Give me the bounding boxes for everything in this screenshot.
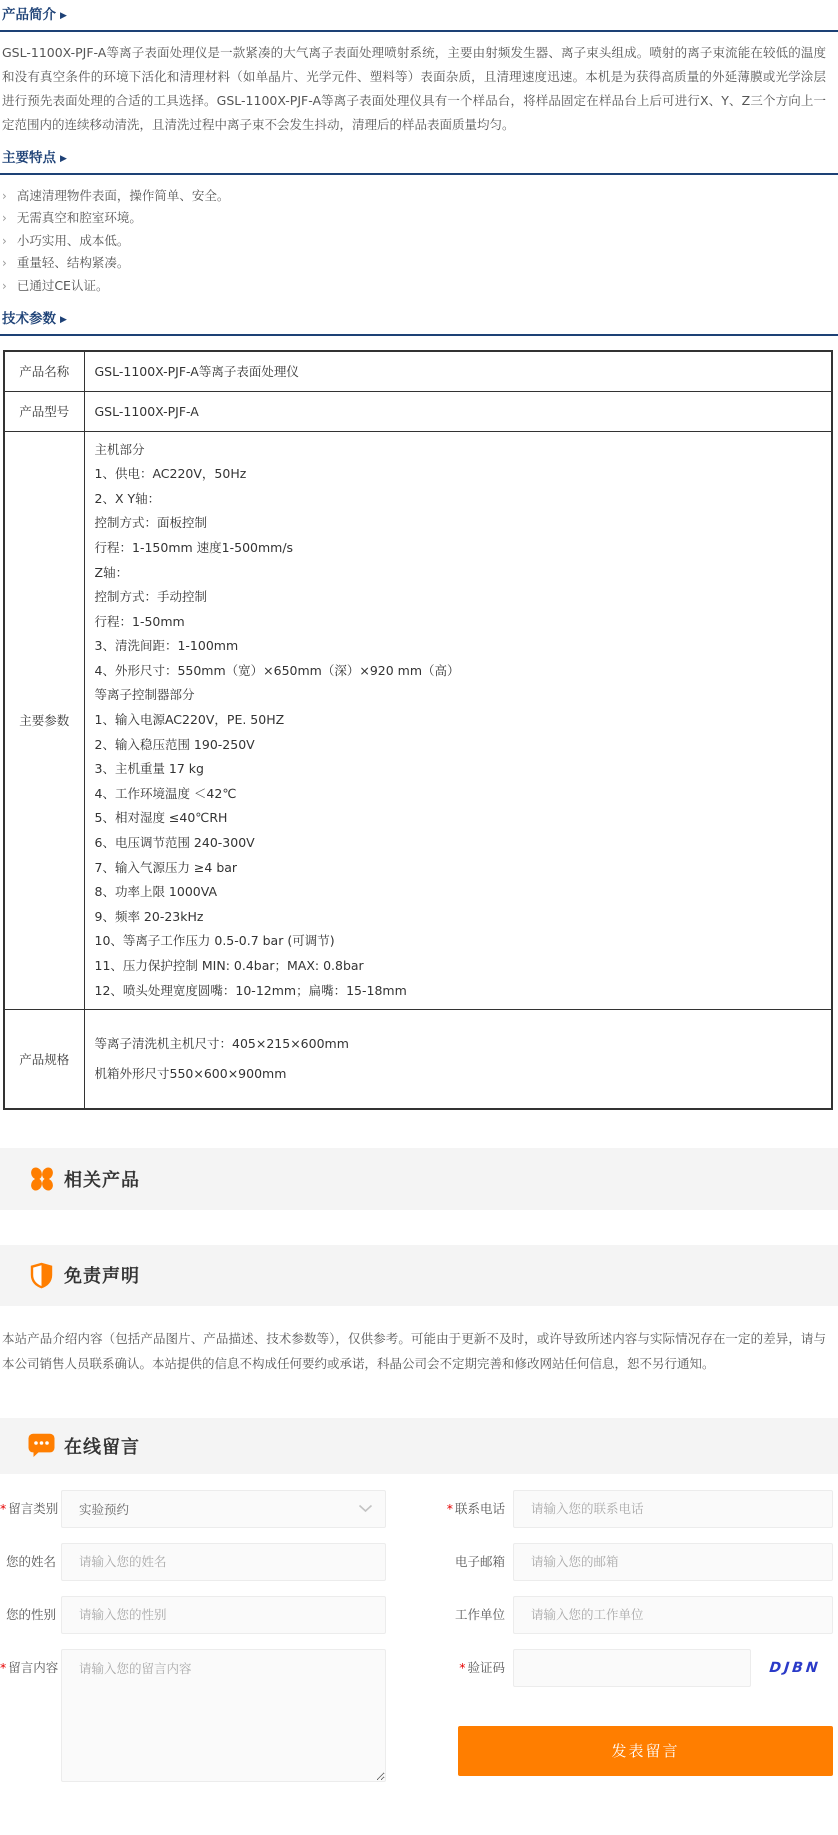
selected-value: 实验预约 — [79, 1501, 130, 1517]
form-row-4 — [0, 1649, 838, 1786]
spec-value — [84, 1010, 832, 1109]
spec-line: GSL-1100X-PJF-A等离子表面处理仪 — [94, 364, 299, 380]
section-divider — [0, 30, 838, 32]
spec-line: 8、功率上限 1000VA — [94, 884, 218, 900]
arrow-right-icon: ▶ — [60, 11, 67, 21]
captcha-label: * 验证码 — [459, 1659, 505, 1675]
spec-line: 11、压力保护控制 MIN: 0.4bar；MAX: 0.8bar — [94, 958, 364, 973]
section-title-features: 主要特点 — [2, 150, 56, 166]
spec-line: 12、喷头处理宽度圆嘴：10-12mm；扁嘴：15-18mm — [94, 982, 407, 998]
spec-line: 2、X Y轴： — [94, 490, 161, 506]
table-row-product-dimensions — [4, 1010, 832, 1109]
form-row-2 — [0, 1543, 838, 1581]
spec-line: 6、电压调节范围 240-300V — [94, 835, 255, 851]
spec-line: 7、输入气源压力 ≥4 bar — [94, 859, 238, 875]
spec-line: 控制方式：面板控制 — [94, 515, 208, 531]
captcha-input[interactable] — [513, 1649, 751, 1687]
related-products-title: 相关产品 — [64, 1169, 140, 1191]
message-form — [0, 1490, 838, 1786]
spec-line: 9、频率 20-23kHz — [94, 908, 204, 924]
table-row-main-parameters — [4, 431, 832, 1010]
table-row-product-model — [4, 391, 832, 431]
email-label: 电子邮箱 — [454, 1553, 505, 1569]
feature-item: › 已通过CE认证。 — [2, 275, 838, 297]
section-divider — [0, 173, 838, 175]
work-unit-input[interactable] — [513, 1596, 833, 1634]
message-board-section — [0, 1418, 838, 1474]
spec-line: 3、主机重量 17 kg — [94, 761, 204, 777]
section-header-intro — [0, 7, 838, 25]
gender-label: 您的性别 — [5, 1606, 56, 1622]
section-title-specs: 技术参数 — [2, 311, 56, 328]
disclaimer-paragraph: 本站产品介绍内容（包括产品图片、产品描述、技术参数等），仅供参考。可能由于更新不及时，或许导致所述内容与实际情况存在一定的差异，请与本公司销售人员联系确认。本站提供的信息不构成任何要约或承诺，科晶公司会不定期完善和修改网站任何信息，恕不另行通知。 — [2, 1330, 826, 1371]
spec-value — [84, 351, 832, 391]
spec-line: GSL-1100X-PJF-A — [94, 403, 199, 419]
spec-label: 主要参数 — [4, 431, 84, 1010]
spec-line: 等离子清洗机主机尺寸：405×215×600mm — [94, 1035, 349, 1051]
required-star: * — [0, 1500, 7, 1516]
captcha-image[interactable]: DJBN — [768, 1659, 822, 1676]
spec-label: 产品名称 — [4, 351, 84, 391]
spec-line: 等离子控制器部分 — [94, 687, 195, 703]
spec-line: 4、外形尺寸：550mm（宽）×650mm（深）×920 mm（高） — [94, 662, 460, 678]
related-products-icon — [28, 1166, 55, 1192]
message-type-label: * 留言类别 — [0, 1500, 59, 1516]
specs-table — [3, 350, 833, 1110]
message-board-title: 在线留言 — [64, 1436, 140, 1458]
form-row-1 — [0, 1490, 838, 1528]
spec-line: 3、清洗间距：1-100mm — [94, 638, 239, 654]
name-label: 您的姓名 — [5, 1553, 56, 1569]
name-input[interactable] — [61, 1543, 386, 1581]
chat-bubble-icon — [28, 1433, 55, 1458]
section-header-specs — [0, 311, 838, 329]
arrow-right-icon: ▶ — [60, 315, 67, 326]
required-star: * — [0, 1659, 7, 1675]
spec-line: 主机部分 — [94, 441, 145, 457]
form-row-3 — [0, 1596, 838, 1634]
feature-list — [2, 185, 838, 297]
spec-line: 行程：1-50mm — [94, 613, 185, 629]
spec-line: 5、相对湿度 ≤40℃RH — [94, 810, 228, 826]
contact-phone-input[interactable] — [513, 1490, 833, 1528]
section-title-intro: 产品简介 — [2, 7, 56, 23]
required-star: * — [459, 1659, 466, 1675]
message-content-label: * 留言内容 — [0, 1659, 59, 1675]
message-content-textarea[interactable] — [61, 1649, 386, 1782]
chevron-down-icon — [358, 1504, 373, 1513]
feature-item: › 小巧实用、成本低。 — [2, 230, 838, 252]
shield-icon — [28, 1262, 55, 1289]
spec-line: 控制方式：手动控制 — [94, 589, 208, 605]
work-unit-label: 工作单位 — [454, 1606, 505, 1622]
arrow-right-icon: ▶ — [60, 154, 67, 164]
section-divider — [0, 334, 838, 336]
spec-line: 2、输入稳压范围 190-250V — [94, 736, 255, 752]
section-header-features — [0, 150, 838, 168]
gender-input[interactable] — [61, 1596, 386, 1634]
spec-line: 10、等离子工作压力 0.5-0.7 bar (可调节) — [94, 933, 335, 949]
disclaimer-title: 免责声明 — [64, 1266, 140, 1288]
captcha-row — [443, 1649, 838, 1687]
email-input[interactable] — [513, 1543, 833, 1581]
feature-item: › 重量轻、结构紧凑。 — [2, 252, 838, 274]
message-type-select[interactable] — [61, 1490, 386, 1528]
related-products-section — [0, 1148, 838, 1210]
spec-value — [84, 431, 832, 1010]
spec-line: 机箱外形尺寸550×600×900mm — [94, 1065, 287, 1081]
table-row-product-name — [4, 351, 832, 391]
spec-line: 4、工作环境温度 ＜42℃ — [94, 785, 237, 801]
spec-line: 1、输入电源AC220V，PE. 50HZ — [94, 712, 285, 728]
feature-item: › 无需真空和腔室环境。 — [2, 207, 838, 229]
spec-label: 产品型号 — [4, 391, 84, 431]
submit-message-button[interactable]: 发表留言 — [458, 1726, 833, 1776]
spec-line: 1、供电：AC220V，50Hz — [94, 466, 247, 482]
spec-value — [84, 391, 832, 431]
spec-line: Z轴： — [94, 564, 129, 580]
required-star: * — [446, 1500, 453, 1516]
disclaimer-section — [0, 1245, 838, 1306]
spec-label: 产品规格 — [4, 1010, 84, 1109]
spec-line: 行程：1-150mm 速度1-500mm/s — [94, 539, 294, 555]
contact-phone-label: * 联系电话 — [446, 1500, 505, 1516]
feature-item: › 高速清理物件表面，操作简单、安全。 — [2, 185, 838, 207]
product-intro-paragraph: GSL-1100X-PJF-A等离子表面处理仪是一款紧凑的大气离子表面处理喷射系统，主要由射频发生器、离子束头组成。喷射的离子束流能在较低的温度和没有真空条件的环境下活化和清理材料（如单晶片、光学元件、塑料等）表面杂质，且清理速度迅速。本机是为获得高质量的外延薄膜或光学涂层进行预先表面处理的合适的工具选择。GSL-1100X-PJF-A等离子表面处理仪具有一个样品台，将样品固定在样品台上后可进行X、Y、Z三个方向上一定范围内的连续移动清洗，且清洗过程中离子束不会发生抖动，清理后的样品表面质量均匀。 — [2, 45, 826, 132]
